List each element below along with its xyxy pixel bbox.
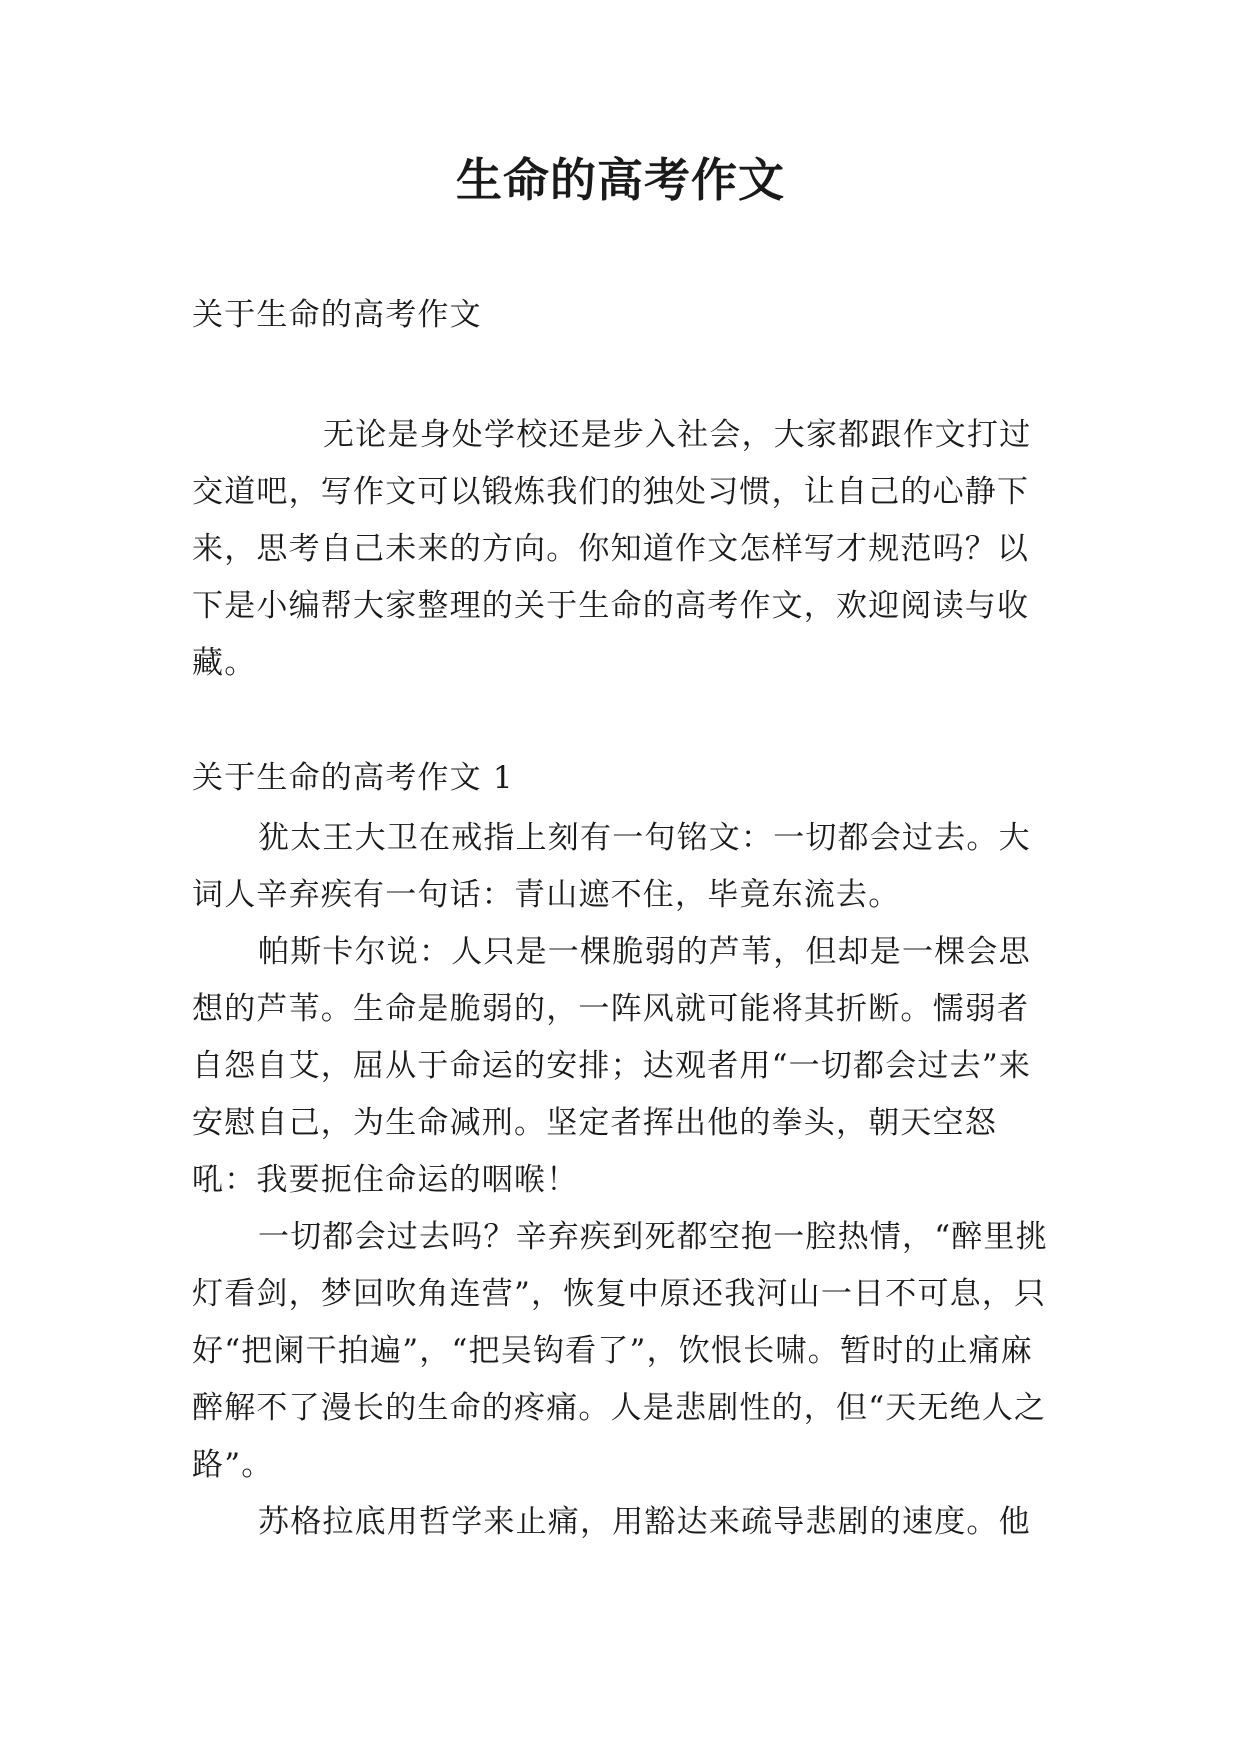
subtitle: 关于生命的高考作文 [192,297,482,333]
essay-body [192,810,1050,1551]
section-heading: 关于生命的高考作文 1 [192,760,514,796]
essay-paragraph: 苏格拉底用哲学来止痛，用豁达来疏导悲剧的速度。他 [258,1504,1031,1540]
intro-paragraph: 无论是身处学校还是步入社会，大家都跟作文打过交道吧，写作文可以锻炼我们的独处习惯，让自己的心静下来，思考自己未来的方向。你知道作文怎样写才规范吗？以下是小编帮大家整理的关于生命的高考作文，欢迎阅读与收藏。 [192,417,1032,681]
page-title: 生命的高考作文 [456,153,785,207]
essay-paragraph: 帕斯卡尔说：人只是一棵脆弱的芦苇，但却是一棵会思想的芦苇。生命是脆弱的，一阵风就可能将其折断。懦弱者自怨自艾，屈从于命运的安排；达观者用“一切都会过去”来安慰自己，为生命减刑。坚定者挥出他的拳头，朝天空怒吼：我要扼住命运的咽喉！ [192,934,1032,1198]
essay-paragraph: 犹太王大卫在戒指上刻有一句铭文：一切都会过去。大词人辛弃疾有一句话：青山遮不住，毕竟东流去。 [192,820,1031,913]
essay-paragraph: 一切都会过去吗？辛弃疾到死都空抱一腔热情，“醉里挑灯看剑，梦回吹角连营”，恢复中原还我河山一日不可息，只好“把阑干拍遍”，“把吴钩看了”，饮恨长啸。暂时的止痛麻醉解不了漫长的生命的疼痛。人是悲剧性的，但“天无绝人之路”。 [192,1219,1048,1483]
